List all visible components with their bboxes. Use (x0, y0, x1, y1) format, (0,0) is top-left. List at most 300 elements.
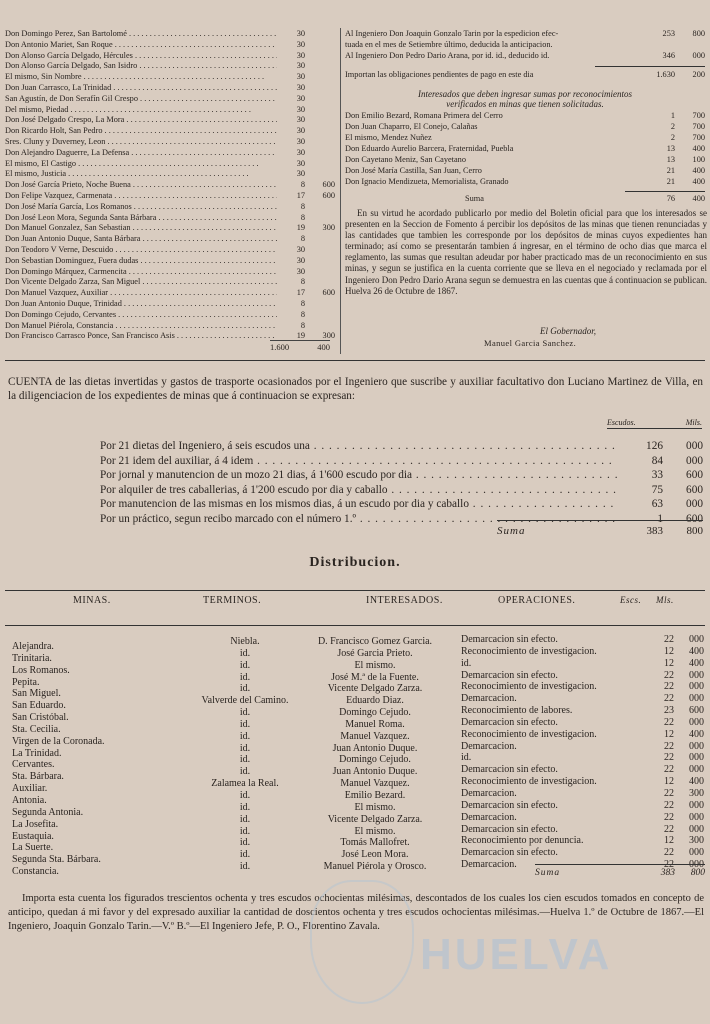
deposit-mils: 300 (322, 223, 335, 233)
escudos-cell: 22 (664, 669, 674, 681)
termino-cell: id. (239, 707, 251, 719)
termino-cell: Niebla. (230, 636, 260, 647)
deposit-mils (305, 115, 335, 126)
interesado-cell: Manuel Piérola y Orosco. (323, 861, 427, 873)
obligation-text: Al Ingeniero Don Joaquin Gonzalo Tarin por la espedicion efec- (345, 29, 559, 38)
expense-escudos: 63 (651, 498, 663, 511)
mina-cell: Virgen de la Coronada. (12, 735, 105, 747)
obligation-escudos: 253 (662, 29, 675, 38)
deposit-name-text: Don Manuel Vazquez, Auxiliar . . . (5, 288, 277, 297)
deposit-name-text: Don Sebastian Dominguez, Fuera dudas . . . (5, 256, 277, 265)
deposit-mils (305, 267, 335, 278)
escudos-column (630, 634, 674, 871)
deposit-name (5, 223, 277, 234)
mina-cell: Sta. Bárbara. (12, 771, 64, 783)
expense-text: Por jornal y manutencion de un mozo 21 dias, á 1'600 escudo por dia . . . (100, 469, 617, 484)
termino-cell: id. (239, 647, 251, 659)
expense-escudos: 33 (651, 469, 663, 482)
obligation-text: Al Ingeniero Don Pedro Dario Arana, por id. id., deducido id. (345, 51, 550, 60)
deposit-mils (305, 245, 335, 256)
deposit-escudos: 30 (296, 72, 305, 82)
operacion-cell: Reconocimiento de investigacion. (461, 728, 597, 740)
deposit-name-text: Don Antonio Mariet, San Roque . . . (5, 40, 277, 49)
interesado-row (345, 155, 705, 166)
interesado-row (345, 122, 705, 133)
deposit-name-text: Don Domingo Márquez, Carmencita . . . (5, 267, 277, 276)
escudos-cell: 22 (664, 740, 674, 752)
deposit-escudos: 8 (300, 309, 305, 319)
deposit-name-text: Don Manuel Gonzalez, San Sebastian . . . (5, 223, 277, 232)
interesado-cell: Juan Antonio Duque. (332, 742, 418, 754)
mina-cell: Alejandra. (12, 641, 54, 652)
deposit-name-text: Don Juan Carrasco, La Trinidad . . . (5, 83, 277, 92)
escudos-cell: 12 (664, 728, 674, 740)
importan-line (345, 70, 705, 81)
deposit-row (5, 29, 335, 40)
importan-mils: 200 (692, 70, 705, 79)
deposit-escudos: 19 (296, 223, 305, 233)
interesados-column (295, 636, 455, 873)
deposit-name (5, 267, 277, 278)
deposit-mils (305, 148, 335, 159)
deposit-name (5, 245, 277, 256)
deposit-name-text: El mismo, Justicia . . . (5, 169, 249, 178)
interesado-row (345, 111, 705, 122)
escudos-cell: 12 (664, 645, 674, 657)
escudos-cell: 22 (664, 799, 674, 811)
operacion-cell: Demarcacion. (461, 740, 517, 752)
deposit-name-text: Don Alonso García Delgado, Hércules . . . (5, 51, 277, 60)
mina-cell: Los Romanos. (12, 664, 70, 676)
deposit-escudos: 17 (296, 190, 305, 200)
expense-mils: 000 (686, 498, 703, 511)
operacion-cell: Reconocimiento por denuncia. (461, 835, 584, 847)
escudos-cell: 22 (664, 693, 674, 705)
deposit-name-text: Don Domingo Cejudo, Cervantes . . . (5, 310, 277, 319)
escudos-cell: 22 (664, 752, 674, 764)
cuenta-heading: CUENTA de las dietas invertidas y gastos de trasporte ocasionados por el Ingeniero que suscribe y auxiliar facultativo don Luciano Martinez de Villa, en la diligenciacion de los expedientes de minas que á continuacion se expresan: (8, 376, 703, 402)
deposit-row (5, 213, 335, 224)
interesado-cell: Tomás Mallofret. (340, 837, 410, 849)
distribucion-title: Distribucion. (309, 555, 401, 570)
interesado-cell: El mismo. (354, 825, 396, 837)
mina-cell: Segunda Antonia. (12, 806, 84, 818)
deposit-row (5, 137, 335, 148)
obligation-text: tuada en el mes de Setiembre último, deducida la anticipacion. (345, 40, 553, 49)
operacion-cell: Reconocimiento de investigacion. (461, 776, 597, 788)
deposit-name (5, 234, 277, 245)
termino-cell: Valverde del Camino. (201, 695, 289, 707)
interesado-cell: El mismo. (354, 659, 396, 671)
expense-sum (497, 525, 703, 537)
termino-cell: Zalamea la Real. (211, 778, 279, 790)
deposit-row (5, 223, 335, 234)
total-mils: 400 (317, 342, 330, 352)
deposit-row (5, 288, 335, 299)
header-interesados: INTERESADOS. (366, 595, 443, 606)
deposit-escudos: 30 (296, 93, 305, 103)
interesado-cell: Juan Antonio Duque. (332, 766, 418, 778)
deposit-name (5, 288, 277, 299)
minas-column (12, 641, 182, 878)
deposit-name (5, 277, 277, 288)
dist-sum-mils: 800 (690, 868, 705, 878)
interesado-row (345, 166, 705, 177)
deposit-row (5, 159, 335, 170)
deposit-mils: 600 (322, 180, 335, 190)
suma-line (345, 194, 705, 205)
suma-mils: 400 (692, 194, 705, 203)
termino-cell: id. (239, 742, 251, 754)
dist-sum (535, 868, 705, 878)
dist-sum-label: Suma (535, 868, 561, 878)
deposit-name (5, 159, 277, 170)
deposit-mils (305, 299, 335, 310)
interesado-cell: El mismo. (354, 801, 396, 813)
escudos-cell: 22 (664, 634, 674, 645)
interesado-cell: Manuel Vazquez. (340, 730, 410, 742)
interesado-cell: Manuel Vazquez. (340, 778, 410, 790)
interesado-cell: Emilio Bezard. (344, 789, 406, 801)
deposit-name (5, 137, 277, 148)
deposit-name-text: Don Alonso García Delgado, San Isidro . . . (5, 61, 277, 70)
deposit-name (5, 180, 277, 191)
deposit-escudos: 30 (296, 50, 305, 60)
deposit-name (5, 321, 277, 332)
interesado-cell: Vicente Delgado Zarza. (327, 813, 423, 825)
table-top-rule (5, 590, 705, 591)
interesado-mils: 700 (692, 133, 705, 142)
mina-cell: Eustaquia. (12, 830, 54, 842)
operacion-cell: Demarcacion. (461, 859, 517, 871)
interesado-row (345, 144, 705, 155)
deposit-escudos: 30 (296, 104, 305, 114)
escudos-cell: 22 (664, 787, 674, 799)
termino-cell: id. (239, 754, 251, 766)
deposit-row (5, 202, 335, 213)
mina-cell: La Josefita. (12, 818, 59, 830)
deposit-row (5, 256, 335, 267)
mils-cell: 000 (689, 693, 704, 705)
closing-paragraph: Importa esta cuenta los figurados trescientos ochenta y tres escudos ochocientas milésimas, descontados de los cuales los cien escudos tomados en concepto de anticipo, quedan á mi favor y del expresado auxiliar la cantidad de doscientos ochenta y tres escudos ochocientas milésimas.—Huelva 1.º de Octubre de 1867.—El Ingeniero, Joaquin Gonzalo Tarin.—V.º B.º—El Ingeniero Jefe, P. O., Florentino Zavala. (8, 893, 704, 932)
deposit-escudos: 30 (296, 126, 305, 136)
mils-cell: 000 (689, 752, 704, 764)
mils-cell: 400 (689, 776, 704, 788)
deposit-name-text: Don Ricardo Holt, San Pedro . . . (5, 126, 277, 135)
interesado-mils: 700 (692, 111, 705, 120)
operacion-cell: Reconocimiento de investigacion. (461, 681, 597, 693)
deposit-row (5, 234, 335, 245)
deposit-row (5, 191, 335, 202)
deposit-name-text: Don Manuel Piérola, Constancia . . . (5, 321, 277, 330)
pending-obligations (345, 29, 705, 205)
governor-title: El Gobernador, (540, 326, 596, 336)
interesado-cell: D. Francisco Gomez Garcia. (317, 636, 433, 647)
termino-cell: id. (239, 766, 251, 778)
deposit-mils (305, 83, 335, 94)
termino-cell: id. (239, 825, 251, 837)
interesado-cell: Vicente Delgado Zarza. (327, 683, 423, 695)
mina-cell: San Eduardo. (12, 700, 66, 712)
expense-mils: 600 (686, 483, 703, 496)
mina-cell: Cervantes. (12, 759, 55, 771)
deposit-escudos: 30 (296, 147, 305, 157)
deposit-escudos: 30 (296, 39, 305, 49)
deposit-escudos: 30 (296, 158, 305, 168)
expense-mils: 000 (686, 440, 703, 452)
escudos-cell: 23 (664, 705, 674, 717)
escudos-cell: 12 (664, 776, 674, 788)
interesado-mils: 400 (692, 144, 705, 153)
expense-text: Por alquiler de tres caballerias, á 1'200 escudo por dia y caballo . . . (100, 484, 617, 499)
deposit-total (270, 340, 330, 352)
deposit-name-text: Don José Delgado Crespo, La Mora . . . (5, 115, 277, 124)
interesado-escudos: 13 (666, 144, 675, 153)
expense-row (100, 484, 703, 499)
deposit-name (5, 256, 277, 267)
deposit-name-text: Del mismo, Piedad . . . (5, 105, 251, 114)
operacion-cell: Demarcacion sin efecto. (461, 634, 558, 645)
interesados-heading-2: verificados en minas que tienen solicitadas. (446, 99, 604, 109)
expense-mils: 600 (686, 512, 703, 525)
mils-cell: 000 (689, 799, 704, 811)
operacion-cell: Demarcacion. (461, 787, 517, 799)
mina-cell: Trinitaria. (12, 652, 52, 664)
deposit-mils (305, 213, 335, 224)
deposit-name-text: Don Teodoro V Verne, Descuido . . . (5, 245, 277, 254)
mils-cell: 000 (689, 634, 704, 645)
termino-cell: id. (239, 813, 251, 825)
mils-cell: 600 (689, 705, 704, 717)
interesado-cell: Domingo Cejudo. (339, 707, 411, 719)
mils-cell: 400 (689, 645, 704, 657)
termino-cell: id. (239, 671, 251, 683)
expense-sum-mils: 800 (686, 525, 703, 537)
interesado-escudos: 21 (666, 166, 675, 175)
dist-sum-rule (535, 864, 705, 865)
deposit-mils: 300 (322, 331, 335, 341)
deposit-escudos: 30 (296, 29, 305, 38)
deposit-row (5, 126, 335, 137)
deposit-name-text: San Agustín, de Don Serafín Gil Crespo . . . (5, 94, 277, 103)
deposit-row (5, 83, 335, 94)
deposit-escudos: 30 (296, 169, 305, 179)
interesado-text: Don Eduardo Aurelio Barcera, Fraternidad, Puebla (345, 144, 514, 153)
deposit-mils (305, 321, 335, 332)
termino-cell: id. (239, 659, 251, 671)
header-mils: Mls. (656, 595, 674, 605)
header-terminos: TERMINOS. (203, 595, 262, 606)
deposit-name-text: Sres. Cluny y Duverney, Leon . . . (5, 137, 277, 146)
deposit-row (5, 299, 335, 310)
escudos-cell: 22 (664, 823, 674, 835)
expense-text: Por 21 dietas del Ingeniero, á seis escudos una . . . (100, 440, 617, 455)
expense-escudos: 1 (657, 512, 663, 525)
expense-escudos: 126 (646, 440, 663, 452)
section-rule (5, 360, 705, 361)
deposit-name (5, 299, 277, 310)
interesados-lines (345, 111, 705, 188)
mina-cell: Segunda Sta. Bárbara. (12, 854, 101, 866)
deposit-mils (305, 137, 335, 148)
mils-cell: 000 (689, 823, 704, 835)
deposit-mils (305, 256, 335, 267)
suma-label: Suma (465, 194, 484, 203)
interesados-heading-1: Interesados que deben ingresar sumas por reconocimientos (418, 89, 632, 99)
deposit-row (5, 321, 335, 332)
obligation-mils (675, 40, 705, 51)
deposit-name (5, 202, 277, 213)
deposit-mils (305, 29, 335, 40)
interesado-cell: José M.ª de la Fuente. (331, 671, 419, 683)
deposit-escudos: 17 (296, 288, 305, 298)
mina-cell: La Suerte. (12, 842, 54, 854)
escudos-header: Escudos. (607, 418, 636, 427)
deposit-escudos: 8 (300, 212, 305, 222)
termino-cell: id. (239, 861, 251, 873)
obligation-row (345, 29, 705, 40)
deposit-mils (305, 277, 335, 288)
operacion-cell: Demarcacion sin efecto. (461, 823, 558, 835)
deposit-escudos: 30 (296, 82, 305, 92)
expense-sum-escudos: 383 (646, 525, 663, 537)
deposit-name-text: Don Juan Antonio Duque, Santa Bárbara . . . (5, 234, 277, 243)
deposit-row (5, 40, 335, 51)
mina-cell: Antonia. (12, 794, 47, 806)
termino-cell: id. (239, 837, 251, 849)
deposit-name-text: Don Domingo Perez, San Bartolomé . . . (5, 29, 277, 38)
deposit-name (5, 213, 277, 224)
deposit-name (5, 126, 277, 137)
deposit-row (5, 115, 335, 126)
mils-cell: 000 (689, 716, 704, 728)
header-escudos: Escs. (620, 595, 642, 605)
mina-cell: Sta. Cecilia. (12, 723, 61, 735)
deposit-mils (305, 61, 335, 72)
termino-cell: id. (239, 730, 251, 742)
deposit-name (5, 191, 277, 202)
table-header-rule (5, 625, 705, 626)
deposit-name-text: Don José García Prieto, Noche Buena . . . (5, 180, 277, 189)
mina-cell: La Trinidad. (12, 747, 62, 759)
mils-cell: 300 (689, 787, 704, 799)
interesado-text: Don Cayetano Meniz, San Cayetano (345, 155, 466, 164)
interesado-cell: Eduardo Diaz. (346, 695, 404, 707)
deposit-row (5, 277, 335, 288)
interesado-cell: Manuel Roma. (345, 718, 405, 730)
importan-escudos: 1.630 (656, 70, 675, 79)
operaciones-column (461, 634, 611, 871)
interesado-cell: José Leon Mora. (341, 849, 409, 861)
deposit-mils (305, 159, 335, 170)
interesado-escudos: 13 (666, 155, 675, 164)
interesado-text: Don José María Castilla, San Juan, Cerro (345, 166, 482, 175)
deposit-row (5, 61, 335, 72)
operacion-cell: Reconocimiento de labores. (461, 705, 573, 717)
operacion-cell: Demarcacion sin efecto. (461, 764, 558, 776)
deposit-escudos: 8 (300, 234, 305, 244)
expense-escudos: 84 (651, 454, 663, 467)
operacion-cell: Demarcacion sin efecto. (461, 716, 558, 728)
deposit-name-text: Don Vicente Delgado Zarza, San Miguel . . . (5, 277, 277, 286)
deposit-name (5, 148, 277, 159)
deposit-escudos: 30 (296, 244, 305, 254)
operacion-cell: Reconocimiento de investigacion. (461, 645, 597, 657)
obligation-mils: 000 (692, 51, 705, 60)
expense-escudos: 75 (651, 483, 663, 496)
deposit-mils (305, 310, 335, 321)
watermark-text: HUELVA (420, 930, 613, 979)
column-headers (607, 418, 702, 429)
operacion-cell: Demarcacion sin efecto. (461, 799, 558, 811)
escudos-cell: 22 (664, 859, 674, 871)
escudos-cell: 12 (664, 835, 674, 847)
operacion-cell: Demarcacion sin efecto. (461, 669, 558, 681)
interesado-mils: 700 (692, 122, 705, 131)
deposit-escudos: 30 (296, 255, 305, 265)
deposit-mils: 600 (322, 288, 335, 298)
deposit-mils (305, 40, 335, 51)
deposit-row (5, 94, 335, 105)
mils-cell: 400 (689, 728, 704, 740)
interesado-text: Don Emilio Bezard, Romana Primera del Cerro (345, 111, 503, 120)
expense-row (100, 455, 703, 470)
interesado-mils: 400 (692, 177, 705, 186)
deposit-name-text: Don Francisco Carrasco Ponce, San Francisco Asis . . . (5, 331, 277, 340)
interesado-text: El mismo, Mendez Nuñez (345, 133, 432, 142)
deposit-row (5, 169, 335, 180)
deposit-name-text: Don Felipe Vazquez, Carmenata . . . (5, 191, 277, 200)
expense-row (100, 498, 703, 513)
deposit-list (5, 29, 335, 342)
mils-header: Mils. (685, 418, 702, 427)
deposit-escudos: 8 (300, 277, 305, 287)
deposit-mils (305, 105, 335, 116)
sum-rule (497, 520, 703, 521)
deposit-escudos: 30 (296, 61, 305, 71)
deposit-name (5, 72, 277, 83)
terminos-column (185, 636, 305, 873)
mina-cell: Pepita. (12, 676, 40, 688)
mina-cell: Constancia. (12, 866, 59, 878)
expense-sum-label: Suma (497, 525, 526, 537)
interesado-text: Don Ignacio Mendizueta, Memorialista, Granado (345, 177, 509, 186)
expense-list (100, 440, 703, 528)
expense-mils: 600 (686, 469, 703, 482)
deposit-mils (305, 126, 335, 137)
interesado-row (345, 133, 705, 144)
termino-cell: id. (239, 849, 251, 861)
total-escudos: 1.600 (270, 342, 290, 352)
deposit-name (5, 115, 277, 126)
expense-row (100, 440, 703, 455)
obligation-row (345, 40, 705, 51)
deposit-name (5, 29, 277, 40)
escudos-cell: 22 (664, 764, 674, 776)
obligation-mils: 800 (692, 29, 705, 38)
deposit-name (5, 169, 277, 180)
operacion-cell: id. (461, 657, 472, 669)
escudos-cell: 22 (664, 716, 674, 728)
obligation-row (345, 51, 705, 62)
mils-cell: 000 (689, 764, 704, 776)
deposit-row (5, 245, 335, 256)
deposit-name-text: Don Juan Antonio Duque, Trinidad . . . (5, 299, 277, 308)
interesado-mils: 400 (692, 166, 705, 175)
deposit-escudos: 8 (300, 180, 305, 190)
deposit-row (5, 72, 335, 83)
deposit-name (5, 40, 277, 51)
